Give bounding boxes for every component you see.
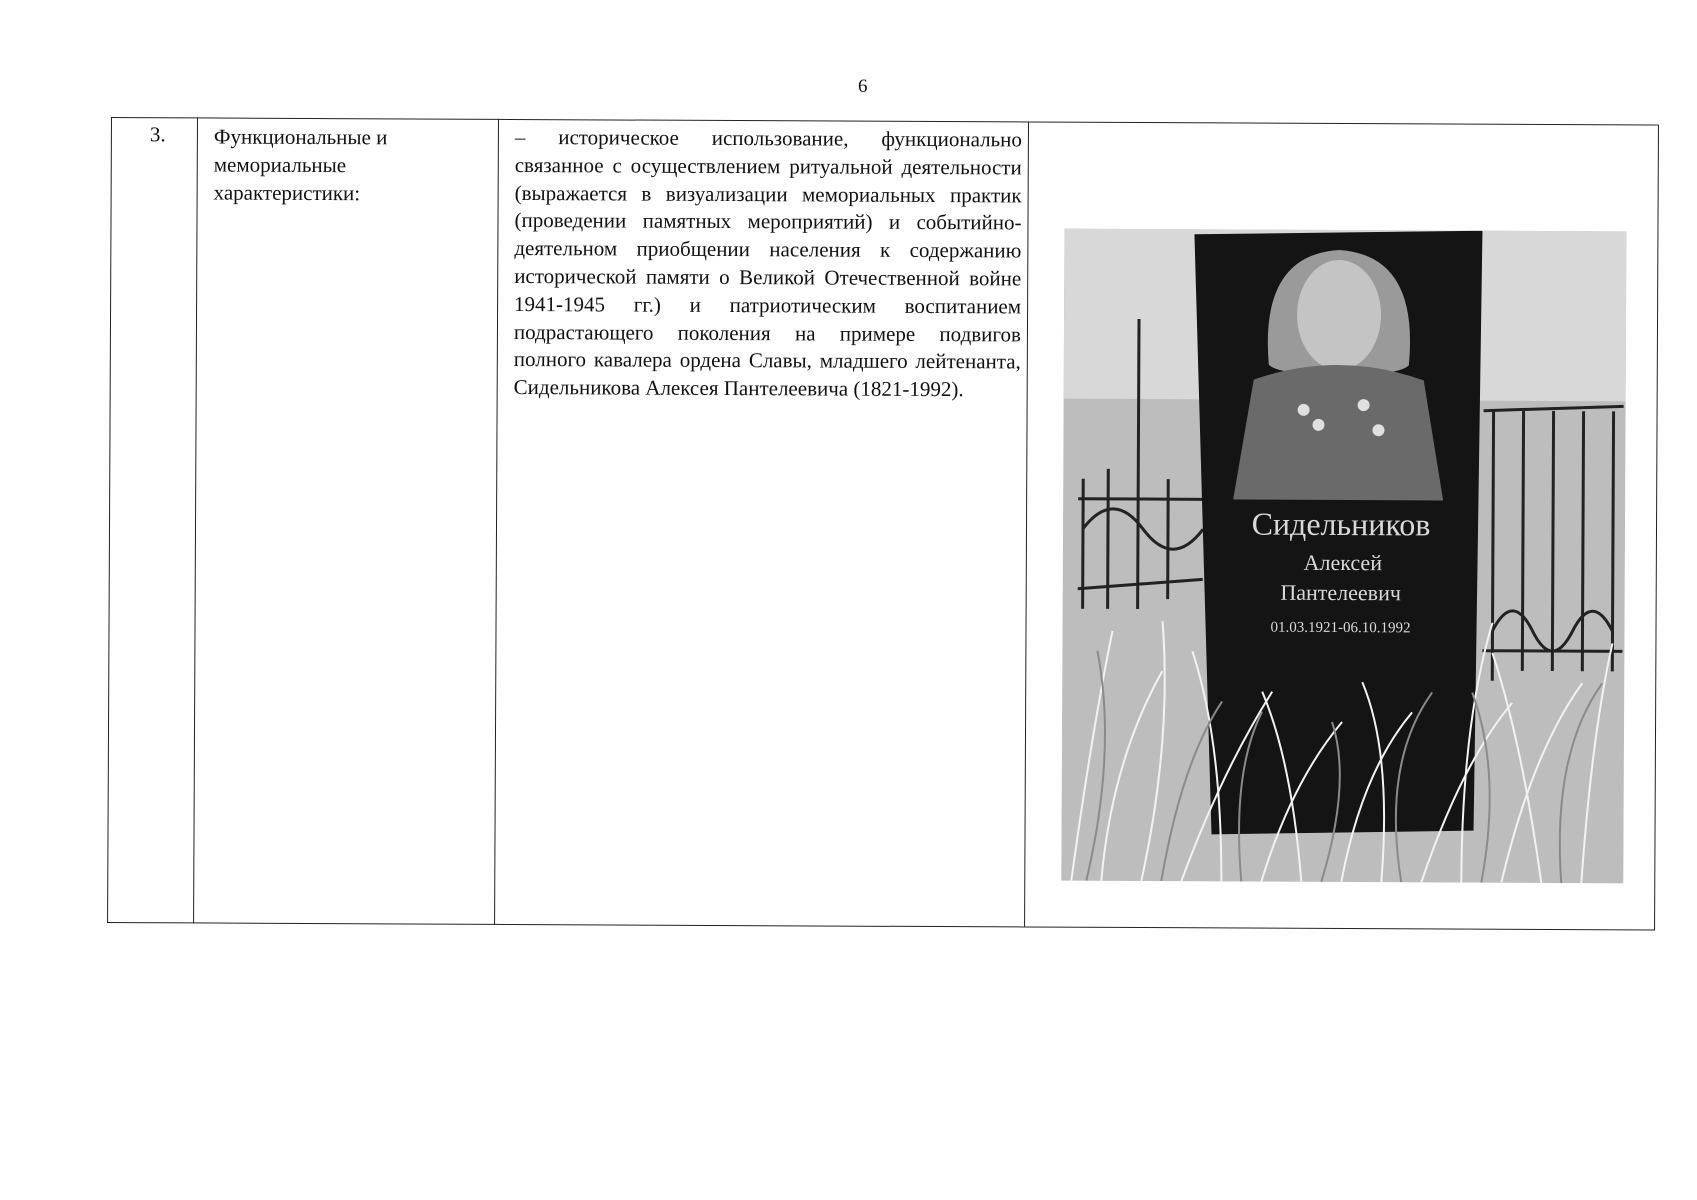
row-photo-cell [1024, 121, 1659, 930]
headstone-patronymic: Пантелеевич [1280, 579, 1402, 606]
memorial-photo [1061, 229, 1626, 884]
row-description-cell [494, 119, 1028, 928]
row-number-cell [107, 117, 197, 923]
headstone-dates: 01.03.1921-06.10.1992 [1270, 619, 1411, 637]
headstone-surname: Сидельников [1251, 505, 1431, 543]
headstone-first-name: Алексей [1303, 549, 1383, 576]
row-number: 3. [149, 122, 166, 147]
row-label: Функциональные и мемориальные характеристики: [213, 124, 388, 206]
memorial-photo-svg [1061, 229, 1626, 884]
page-number: 6 [858, 76, 868, 97]
characteristics-table [107, 117, 1659, 931]
row-label-cell [193, 117, 498, 924]
row-description: – историческое использование, функционально связанное с осуществлением ритуальной деятельности (выражается в визуализации мемориальных практик (проведении памятных мероприятий) и событийно-деятельном приобщении населения к содержанию исторической памяти о Великой Отечественной войне 1941-1945 гг.) и патриотическим воспитанием подрастающего поколения на примере подвигов полного кавалера ордена Славы, младшего лейтенанта, Сидельникова Алексея Пантелеевича (1821-1992). [513, 124, 1022, 402]
